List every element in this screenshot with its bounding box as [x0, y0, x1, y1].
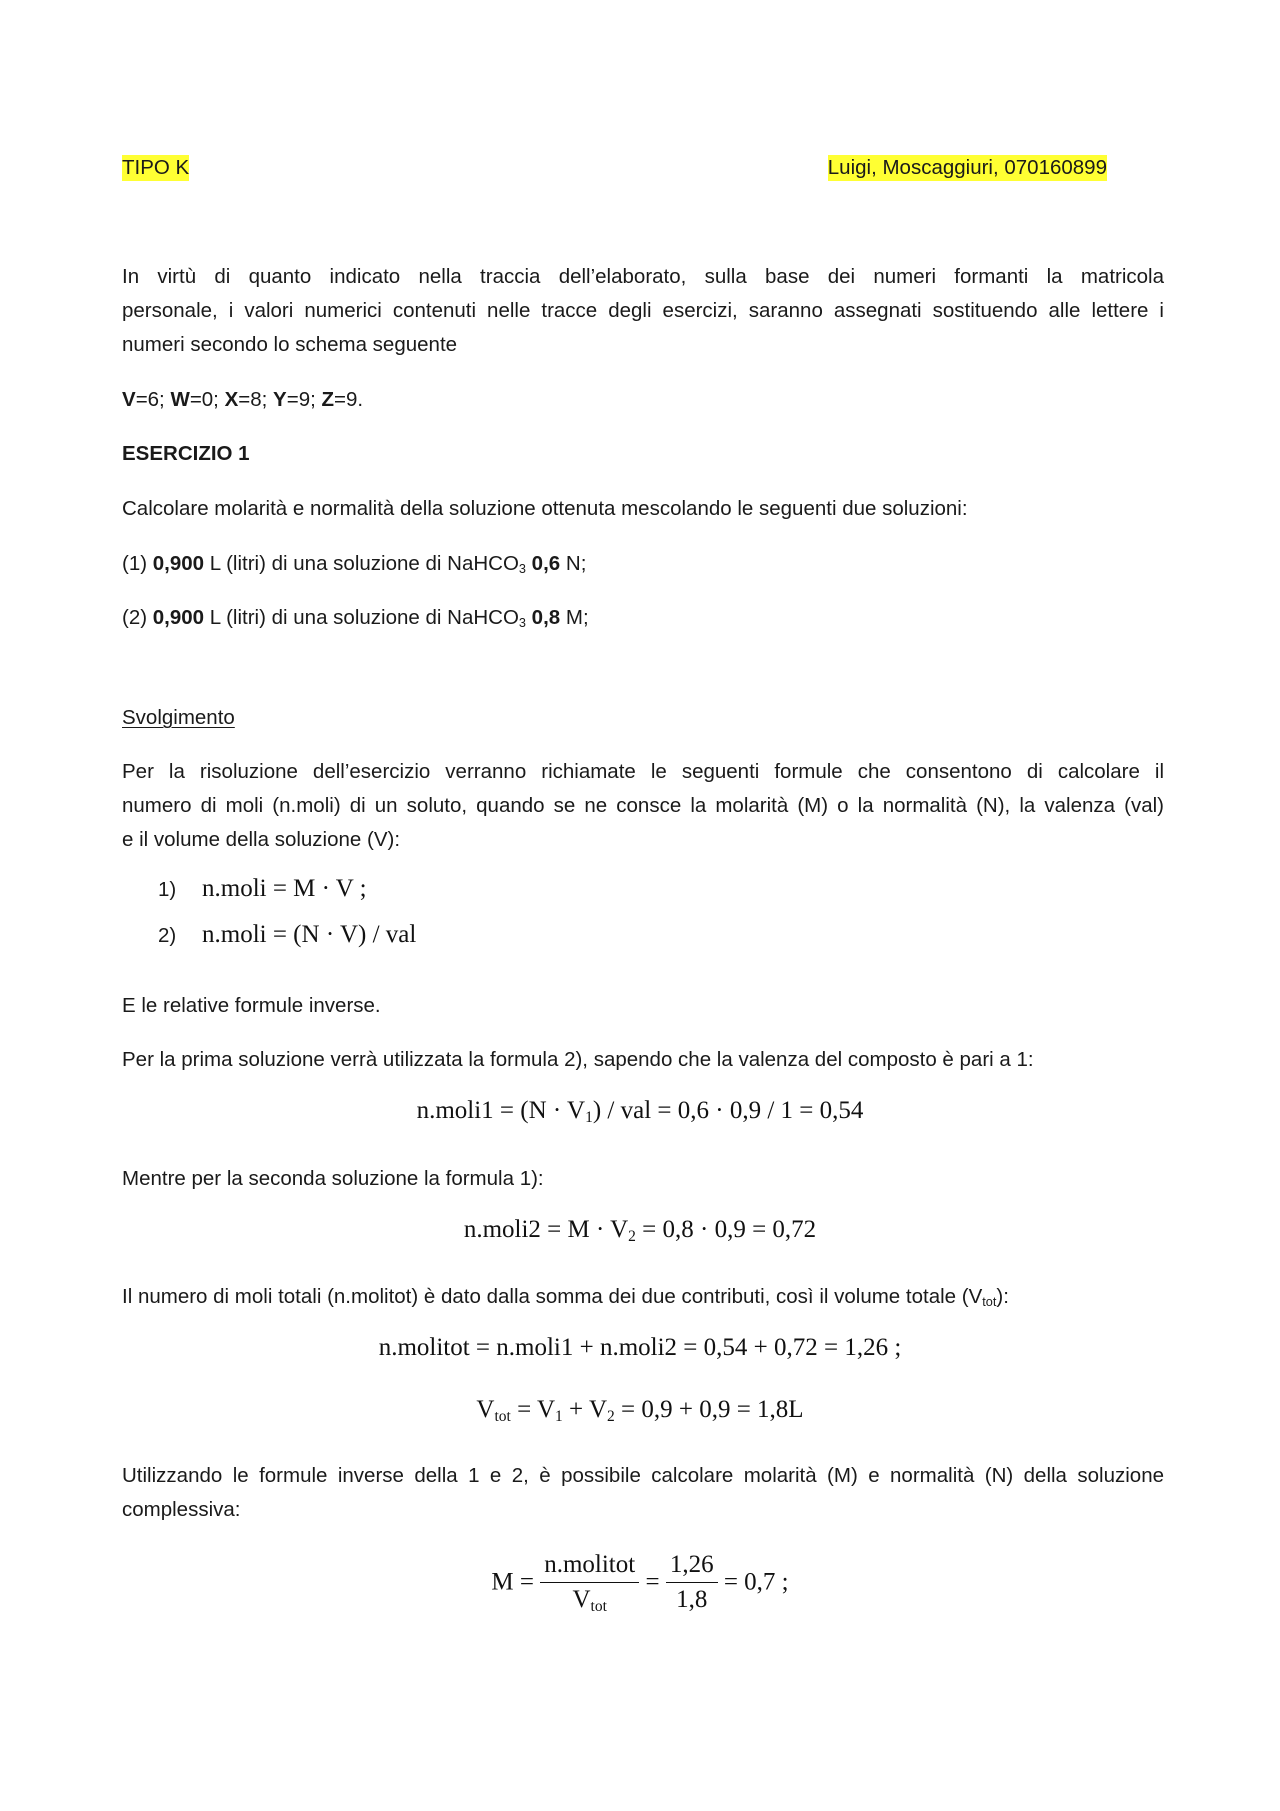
second-solution-intro: Mentre per la seconda soluzione la formula 1): [122, 1167, 544, 1190]
intro-paragraph [122, 260, 1164, 362]
solution-subscript: 3 [518, 561, 526, 577]
exercise-title-text: ESERCIZIO 1 [122, 442, 250, 465]
equation-vtot [0, 1396, 1280, 1424]
intro-line-1: In virtù di quanto indicato nella traccia dell’elaborato, sulla base dei numeri formanti la matricola [122, 265, 1164, 288]
solution-subscript: 3 [518, 615, 526, 631]
mapping-letter-v: V [122, 388, 136, 411]
eq-subscript: 1 [555, 1407, 563, 1425]
solution-heading [122, 701, 235, 735]
text-subscript: tot [982, 1294, 997, 1310]
fraction-values [666, 1548, 718, 1617]
type-label: TIPO K [122, 156, 190, 179]
fraction-denominator: 1,8 [676, 1586, 708, 1613]
eq-part: n.moli2 = M · V [463, 1216, 629, 1243]
eq-part: = 0,9 + 0,9 = 1,8L [614, 1396, 804, 1423]
eq-subscript: tot [494, 1407, 511, 1425]
mapping-value-w: =0; [189, 388, 225, 411]
intro-line-2: personale, i valori numerici contenuti nelle tracce degli esercizi, saranno assegnati sostituendo alle lettere i [122, 299, 1164, 322]
formula-1 [158, 873, 367, 907]
eq-part: n.moli1 = (N · V [416, 1097, 586, 1124]
mapping-value-v: =6; [135, 388, 171, 411]
eq-subscript: 2 [607, 1407, 615, 1425]
inverse-formulas-note: E le relative formule inverse. [122, 994, 381, 1017]
solution-concentration: 0,6 [525, 552, 561, 575]
formulas-line-2: numero di moli (n.moli) di un soluto, quando se ne consce la molarità (M) o la normalità (N), la valenza (val) [122, 794, 1164, 817]
formula-number: 1) [158, 878, 177, 901]
den-subscript: tot [590, 1597, 607, 1615]
solution-heading-text: Svolgimento [122, 706, 235, 729]
mapping-letter-z: Z [321, 388, 335, 411]
inverse-use-paragraph [122, 1459, 1164, 1527]
solution-description: L (litri) di una soluzione di NaHCO [204, 552, 519, 575]
student-info: Luigi, Moscaggiuri, 070160899 [827, 156, 1107, 179]
formulas-line-3: e il volume della soluzione (V): [122, 828, 401, 851]
eq-subscript: 2 [628, 1227, 636, 1245]
mapping-value-x: =8; [238, 388, 274, 411]
equation-molarity [0, 1548, 1280, 1617]
letter-mapping [122, 383, 363, 417]
formula-number: 2) [158, 924, 177, 947]
solution-concentration: 0,8 [525, 606, 561, 629]
fraction-numerator: n.molitot [540, 1548, 639, 1583]
mapping-letter-y: Y [273, 388, 287, 411]
inverse-use-line-1: Utilizzando le formule inverse della 1 e 2, è possibile calcolare molarità (M) e normalità (N) della soluzione [122, 1464, 1164, 1487]
first-solution-intro: Per la prima soluzione verrà utilizzata la formula 2), sapendo che la valenza del composto è pari a 1: [122, 1048, 1034, 1071]
formula-2 [158, 919, 416, 953]
header-student [828, 151, 1107, 185]
solution-unit: N; [560, 552, 587, 575]
formulas-line-1: Per la risoluzione dell’esercizio verranno richiamate le seguenti formule che consentono di calcolare il [122, 760, 1164, 783]
header-type [122, 151, 189, 185]
intro-line-3: numeri secondo lo schema seguente [122, 333, 458, 356]
solution-item-2 [122, 601, 589, 635]
equation-moli2 [0, 1216, 1280, 1244]
total-intro [122, 1280, 1009, 1314]
solution-index: (1) [122, 552, 153, 575]
eq-equals: = [645, 1568, 660, 1596]
equation-molitot: n.molitot = n.moli1 + n.moli2 = 0,54 + 0,72 = 1,26 ; [378, 1334, 902, 1361]
fraction-numerator: 1,26 [666, 1548, 718, 1583]
eq-part: = V [510, 1396, 556, 1423]
eq-subscript: 1 [585, 1108, 593, 1126]
solution-volume: 0,900 [152, 552, 205, 575]
eq-lhs: M = [491, 1568, 534, 1596]
solution-item-1 [122, 547, 586, 581]
text-part: ): [996, 1285, 1009, 1308]
text-part: Il numero di moli totali (n.molitot) è dato dalla somma dei due contributi, così il volume totale (V [122, 1285, 983, 1308]
solution-volume: 0,900 [152, 606, 205, 629]
mapping-letter-x: X [224, 388, 239, 411]
solution-unit: M; [560, 606, 589, 629]
formula-expression: n.moli = M · V ; [202, 875, 367, 902]
eq-part: = 0,8 · 0,9 = 0,72 [635, 1216, 817, 1243]
inverse-use-line-2: complessiva: [122, 1498, 241, 1521]
mapping-letter-w: W [170, 388, 190, 411]
fraction-moles-volume [540, 1548, 639, 1617]
eq-rhs: = 0,7 ; [723, 1568, 789, 1596]
mapping-value-z: =9. [334, 388, 364, 411]
exercise-title [122, 437, 250, 471]
mapping-value-y: =9; [286, 388, 322, 411]
solution-description: L (litri) di una soluzione di NaHCO [204, 606, 519, 629]
eq-part: ) / val = 0,6 · 0,9 / 1 = 0,54 [592, 1097, 864, 1124]
den-part: V [572, 1586, 591, 1613]
eq-part: + V [562, 1396, 607, 1423]
exercise-prompt: Calcolare molarità e normalità della soluzione ottenuta mescolando le seguenti due soluzioni: [122, 497, 968, 520]
formula-expression: n.moli = (N · V) / val [202, 921, 417, 948]
eq-part: V [476, 1396, 495, 1423]
solution-index: (2) [122, 606, 153, 629]
formulas-paragraph [122, 755, 1164, 857]
equation-moli1 [0, 1097, 1280, 1125]
fraction-denominator [540, 1583, 639, 1617]
